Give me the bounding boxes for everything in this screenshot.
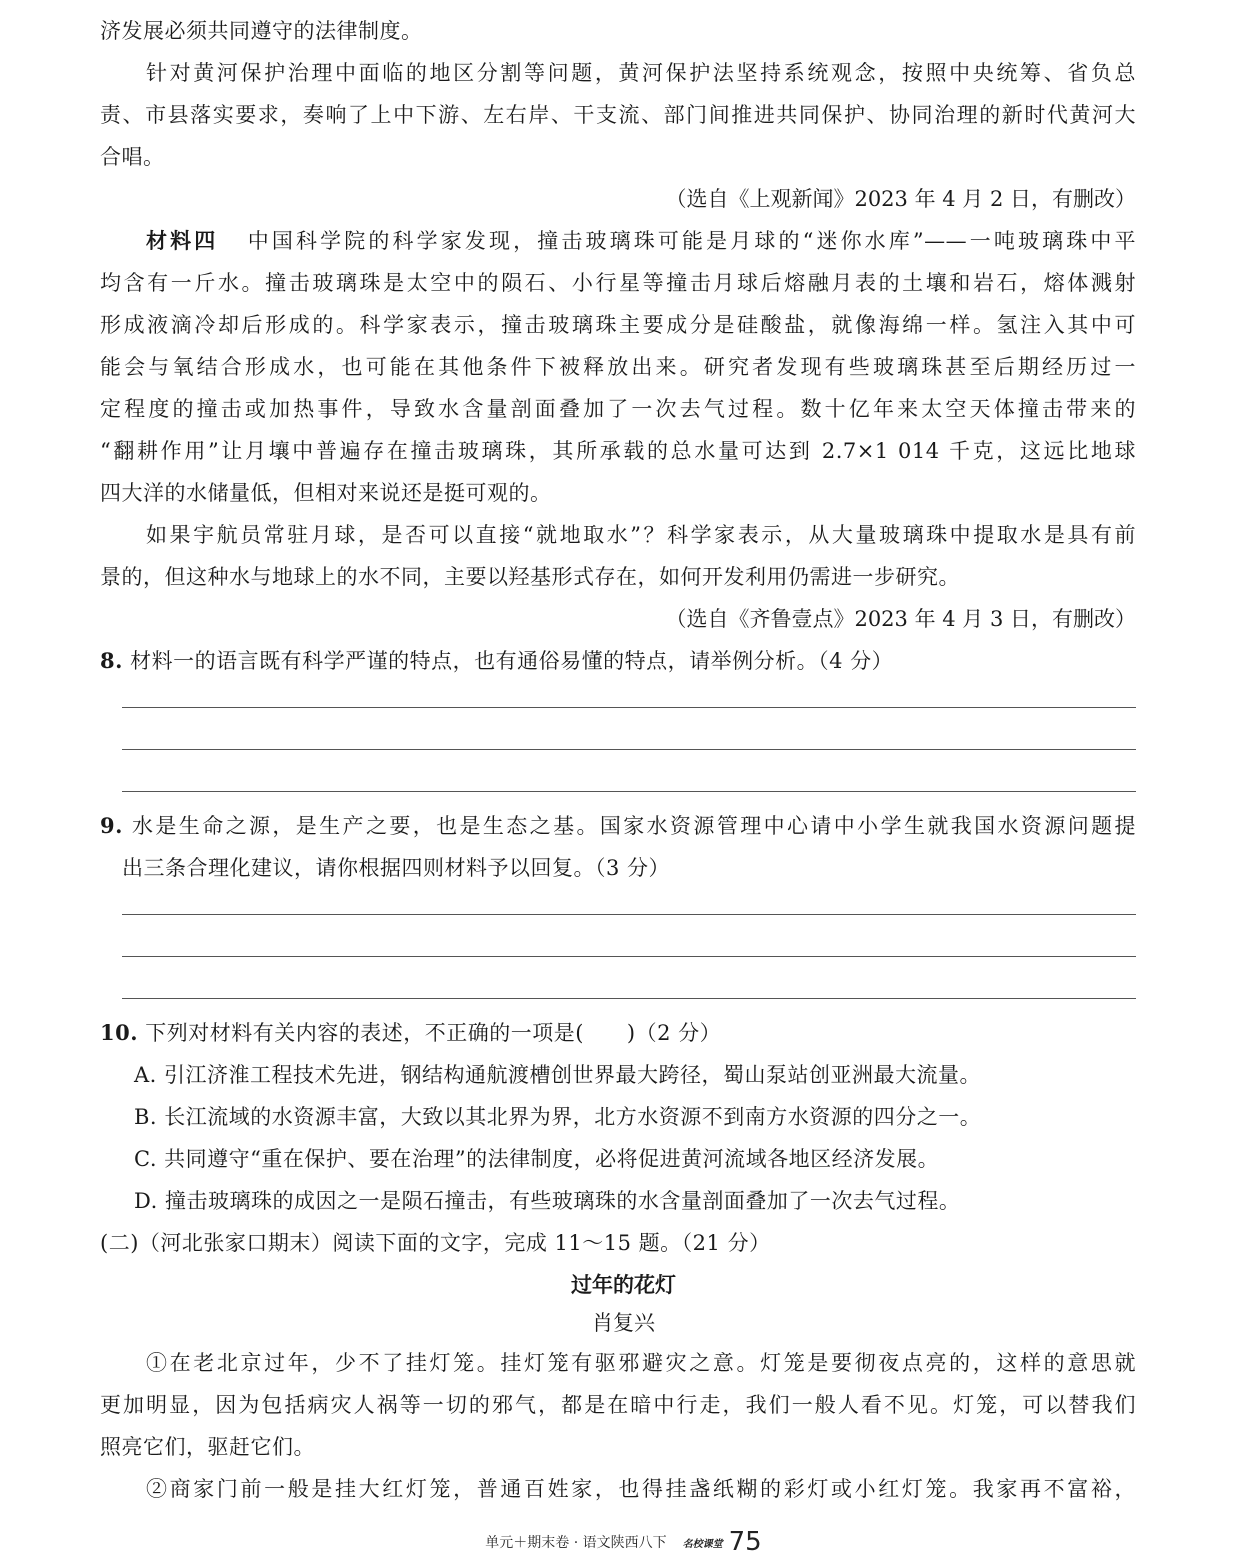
footer-text: 单元＋期末卷 · 语文陕西八下 — [485, 1535, 667, 1551]
paragraph-line: 责、市县落实要求，奏响了上中下游、左右岸、干支流、部门间推进共同保护、协同治理的新时代黄河大 — [100, 103, 1136, 127]
paragraph-line: 针对黄河保护治理中面临的地区分割等问题，黄河保护法坚持系统观念，按照中央统筹、省负总 — [146, 61, 1136, 85]
choice-option-b[interactable]: B. 长江流域的水资源丰富，大致以其北界为界，北方水资源不到南方水资源的四分之一。 — [134, 1105, 982, 1129]
paragraph-text: 中国科学院的科学家发现，撞击玻璃珠可能是月球的“迷你水库”——一吨玻璃珠中平 — [247, 229, 1137, 253]
question-text: 出三条合理化建议，请你根据四则材料予以回复。（3 分） — [122, 856, 671, 880]
page-number: 75 — [728, 1527, 762, 1557]
source-citation: （选自《齐鲁壹点》2023 年 4 月 3 日，有删改） — [665, 607, 1136, 631]
question-number: 8. — [100, 648, 123, 673]
question-number: 9. — [100, 813, 123, 838]
paragraph-line: ①在老北京过年，少不了挂灯笼。挂灯笼有驱邪避灾之意。灯笼是要彻夜点亮的，这样的意思就 — [146, 1351, 1136, 1375]
article-title: 过年的花灯 — [571, 1273, 676, 1297]
paragraph-line: ②商家门前一般是挂大红灯笼，普通百姓家，也得挂盏纸糊的彩灯或小红灯笼。我家再不富裕， — [146, 1477, 1136, 1501]
answer-line[interactable] — [122, 956, 1136, 957]
paragraph-line: 定程度的撞击或加热事件，导致水含量剖面叠加了一次去气过程。数十亿年来太空天体撞击带来的 — [100, 397, 1136, 421]
paragraph-line: 照亮它们，驱赶它们。 — [100, 1435, 315, 1459]
question-number: 10. — [100, 1020, 139, 1045]
paragraph-line: 形成液滴冷却后形成的。科学家表示，撞击玻璃珠主要成分是硅酸盐，就像海绵一样。氢注入其中可 — [100, 313, 1136, 337]
paragraph-line: 合唱。 — [100, 145, 165, 169]
question-10 — [100, 1012, 1136, 1054]
section-heading: (二)（河北张家口期末）阅读下面的文字，完成 11～15 题。（21 分） — [100, 1231, 771, 1255]
paragraph-line: 景的，但这种水与地球上的水不同，主要以羟基形式存在，如何开发利用仍需进一步研究。 — [100, 565, 960, 589]
paragraph-line: 能会与氧结合形成水，也可能在其他条件下被释放出来。研究者发现有些玻璃珠甚至后期经历过一 — [100, 355, 1136, 379]
answer-line[interactable] — [122, 791, 1136, 792]
paragraph-line: 如果宇航员常驻月球，是否可以直接“就地取水”？科学家表示，从大量玻璃珠中提取水是具有前 — [146, 523, 1136, 547]
question-text: 水是生命之源，是生产之要，也是生态之基。国家水资源管理中心请中小学生就我国水资源问题提 — [132, 814, 1136, 838]
paragraph-line: “翻耕作用”让月壤中普遍存在撞击玻璃珠，其所承载的总水量可达到 2.7×1 014 千克，这远比地球 — [100, 439, 1136, 463]
question-9 — [100, 805, 1136, 847]
answer-line[interactable] — [122, 914, 1136, 915]
source-citation: （选自《上观新闻》2023 年 4 月 2 日，有删改） — [665, 187, 1136, 211]
question-8 — [100, 640, 1136, 682]
paragraph-line: 更加明显，因为包括病灾人祸等一切的邪气，都是在暗中行走，我们一般人看不见。灯笼，可以替我们 — [100, 1393, 1136, 1417]
answer-line[interactable] — [122, 749, 1136, 750]
answer-line[interactable] — [122, 998, 1136, 999]
material-label: 材料四 — [146, 228, 219, 253]
question-text: 材料一的语言既有科学严谨的特点，也有通俗易懂的特点，请举例分析。（4 分） — [130, 649, 894, 673]
choice-option-d[interactable]: D. 撞击玻璃珠的成因之一是陨石撞击，有些玻璃珠的水含量剖面叠加了一次去气过程。 — [134, 1189, 961, 1213]
article-author: 肖复兴 — [592, 1311, 655, 1335]
page-footer — [0, 1527, 1247, 1557]
paragraph-line: 四大洋的水储量低，但相对来说还是挺可观的。 — [100, 481, 552, 505]
publisher-logo: 名校课堂 — [682, 1539, 723, 1550]
question-text: 下列对材料有关内容的表述，不正确的一项是( )（2 分） — [145, 1021, 722, 1045]
choice-option-a[interactable]: A. 引江济淮工程技术先进，钢结构通航渡槽创世界最大跨径，蜀山泵站创亚洲最大流量。 — [134, 1063, 982, 1087]
material-four-first-line — [146, 220, 1136, 262]
paragraph-line: 均含有一斤水。撞击玻璃珠是太空中的陨石、小行星等撞击月球后熔融月表的土壤和岩石，熔体溅射 — [100, 271, 1136, 295]
choice-option-c[interactable]: C. 共同遵守“重在保护、要在治理”的法律制度，必将促进黄河流域各地区经济发展。 — [134, 1147, 940, 1171]
paragraph-line: 济发展必须共同遵守的法律制度。 — [100, 19, 423, 43]
answer-line[interactable] — [122, 707, 1136, 708]
